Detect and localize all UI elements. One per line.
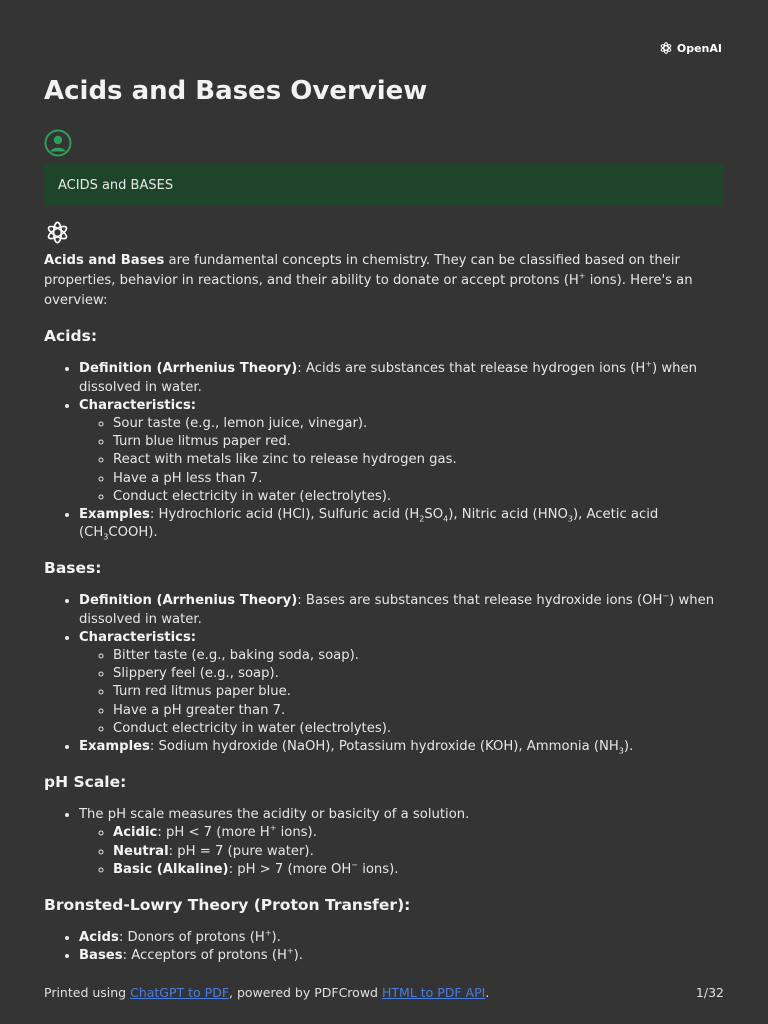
sub: 4 bbox=[443, 514, 449, 524]
user-message-text: ACIDS and BASES bbox=[58, 177, 174, 193]
list-item: ◦ Bitter taste (e.g., baking soda, soap). bbox=[113, 647, 724, 665]
bases-definition-end: ) when dissolved in water. bbox=[79, 593, 715, 627]
list-item bbox=[79, 738, 724, 756]
bronsted-acids-end: ). bbox=[271, 930, 281, 946]
text: ). bbox=[623, 739, 634, 755]
bases-list bbox=[44, 592, 724, 756]
bronsted-list bbox=[44, 929, 724, 965]
footer-credit bbox=[44, 985, 489, 1000]
intro-text: are fundamental concepts in chemistry. They can be classified based on their properties, behavior in reactions, and their ability to donate or accept protons (H bbox=[44, 253, 680, 288]
sup: + bbox=[286, 946, 294, 956]
acidic-label: Acidic bbox=[113, 825, 158, 841]
acids-heading: Acids: bbox=[44, 327, 98, 346]
sub: 3 bbox=[618, 746, 624, 756]
bases-characteristics-label: Characteristics: bbox=[79, 629, 197, 645]
acids-list bbox=[44, 360, 724, 542]
text: : Hydrochloric acid (HCl), Sulfuric acid (H bbox=[149, 507, 420, 523]
list-item bbox=[113, 843, 724, 861]
ph-scale-intro: The pH scale measures the acidity or basicity of a solution. bbox=[79, 807, 470, 823]
list-item bbox=[79, 506, 724, 542]
basic-end: ions). bbox=[358, 861, 399, 877]
text: : Sodium hydroxide (NaOH), Potassium hydroxide (KOH), Ammonia (NH bbox=[149, 739, 619, 755]
acidic-text: : pH < 7 (more H bbox=[157, 825, 270, 841]
list-item: ◦ Have a pH greater than 7. bbox=[113, 702, 724, 720]
text: ), Nitric acid (HNO bbox=[448, 507, 568, 523]
acids-definition-text: : Acids are substances that release hydrogen ions (H bbox=[297, 361, 646, 377]
text: SO bbox=[424, 507, 444, 523]
bases-examples-label: Examples bbox=[79, 739, 150, 755]
neutral-text: : pH = 7 (pure water). bbox=[168, 843, 314, 859]
intro-sup: + bbox=[578, 271, 586, 281]
intro-text-end: ions). Here's an overview: bbox=[44, 272, 693, 308]
list-item: ◦ Turn blue litmus paper red. bbox=[113, 433, 724, 451]
list-item bbox=[113, 824, 724, 842]
sub: 3 bbox=[567, 514, 573, 524]
bases-definition-label: Definition (Arrhenius Theory) bbox=[79, 593, 298, 609]
list-item bbox=[79, 629, 724, 738]
ph-scale-heading: pH Scale: bbox=[44, 773, 127, 792]
sup: + bbox=[264, 928, 272, 938]
list-item: ◦ React with metals like zinc to release hydrogen gas. bbox=[113, 451, 724, 469]
acids-characteristics-list bbox=[79, 415, 724, 506]
list-item bbox=[79, 592, 724, 628]
neutral-label: Neutral bbox=[113, 843, 169, 859]
page-title: Acids and Bases Overview bbox=[44, 76, 428, 106]
acids-definition-end: ) when dissolved in water. bbox=[79, 361, 697, 395]
bronsted-bases-text: : Acceptors of protons (H bbox=[122, 948, 287, 964]
list-item bbox=[79, 806, 724, 879]
list-item: ◦ Conduct electricity in water (electrolytes). bbox=[113, 488, 724, 506]
footer bbox=[44, 985, 724, 1000]
list-item: ◦ Slippery feel (e.g., soap). bbox=[113, 665, 724, 683]
html-to-pdf-api-link[interactable]: HTML to PDF API bbox=[381, 985, 486, 1000]
intro-bold: Acids and Bases bbox=[44, 253, 165, 268]
bronsted-acids-text: : Donors of protons (H bbox=[118, 930, 265, 946]
list-item: ◦ Conduct electricity in water (electrolytes). bbox=[113, 720, 724, 738]
sub: 3 bbox=[103, 532, 109, 542]
chatgpt-avatar-icon bbox=[44, 219, 71, 246]
acids-characteristics-label: Characteristics: bbox=[79, 397, 197, 413]
bronsted-bases-label: Bases bbox=[79, 948, 123, 964]
list-item: ◦ Sour taste (e.g., lemon juice, vinegar). bbox=[113, 415, 724, 433]
acids-examples-label: Examples bbox=[79, 507, 150, 523]
footer-suffix: . bbox=[485, 985, 490, 1000]
bases-heading: Bases: bbox=[44, 559, 102, 578]
user-avatar-icon bbox=[44, 129, 72, 157]
list-item bbox=[79, 929, 724, 947]
intro-paragraph bbox=[44, 251, 724, 310]
sub: 2 bbox=[419, 514, 425, 524]
text: COOH). bbox=[108, 525, 158, 541]
bronsted-bases-end: ). bbox=[293, 948, 303, 964]
acids-definition-label: Definition (Arrhenius Theory) bbox=[79, 361, 298, 377]
bases-characteristics-list bbox=[79, 647, 724, 738]
list-item: ◦ Turn red litmus paper blue. bbox=[113, 683, 724, 701]
assistant-response bbox=[44, 251, 724, 977]
list-item: ◦ Have a pH less than 7. bbox=[113, 470, 724, 488]
openai-logo-icon bbox=[658, 40, 674, 56]
sup: − bbox=[351, 860, 358, 870]
list-item bbox=[79, 397, 724, 506]
sup: − bbox=[662, 592, 670, 602]
acidic-end: ions). bbox=[276, 825, 317, 841]
bronsted-acids-label: Acids bbox=[79, 930, 119, 946]
brand-name: OpenAI bbox=[676, 41, 722, 55]
ph-scale-sublist bbox=[79, 824, 724, 879]
openai-logo bbox=[658, 40, 722, 56]
list-item bbox=[79, 947, 724, 965]
bronsted-heading: Bronsted-Lowry Theory (Proton Transfer): bbox=[44, 896, 411, 915]
text: ), Acetic acid (CH bbox=[79, 507, 659, 541]
footer-prefix: Printed using bbox=[44, 985, 131, 1000]
basic-label: Basic (Alkaline) bbox=[113, 861, 229, 877]
page-indicator: 1/32 bbox=[695, 985, 724, 1000]
footer-middle: , powered by PDFCrowd bbox=[229, 985, 382, 1000]
user-message bbox=[44, 164, 724, 206]
sup: + bbox=[269, 824, 277, 834]
sup: + bbox=[645, 360, 653, 369]
ph-scale-list bbox=[44, 806, 724, 879]
list-item bbox=[113, 861, 724, 879]
bases-definition-text: : Bases are substances that release hydroxide ions (OH bbox=[297, 593, 663, 609]
basic-text: : pH > 7 (more OH bbox=[228, 861, 352, 877]
list-item bbox=[79, 360, 724, 396]
chatgpt-to-pdf-link[interactable]: ChatGPT to PDF bbox=[130, 985, 230, 1000]
